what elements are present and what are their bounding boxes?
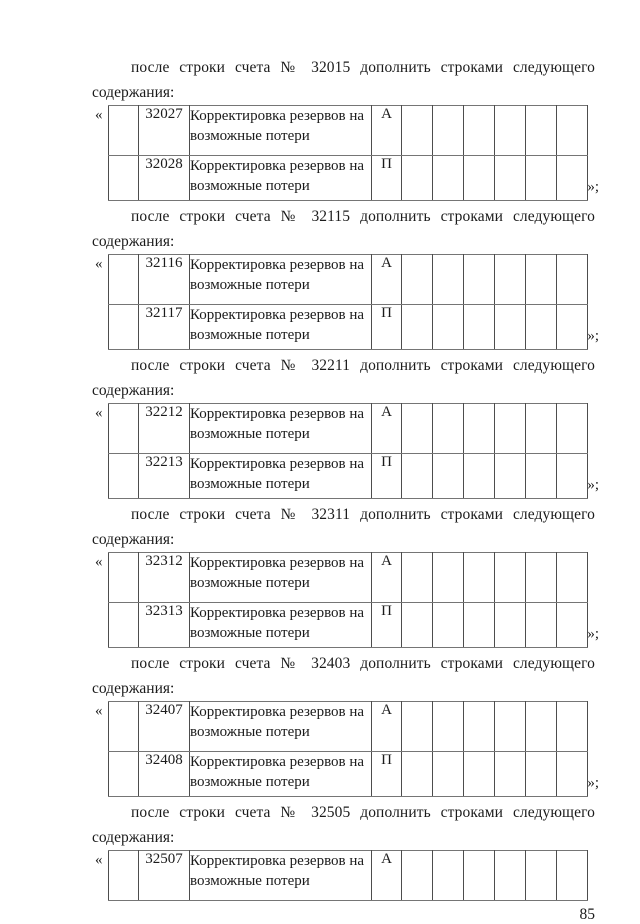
empty-cell (433, 156, 464, 201)
amendment-block (92, 204, 599, 350)
amendment-block (92, 353, 599, 499)
contents-line: содержания: (92, 531, 175, 548)
amendment-block (92, 502, 599, 648)
open-quote-mark: « (95, 107, 103, 123)
account-number-cell: 32408 (139, 752, 190, 797)
empty-cell (495, 851, 526, 901)
table-row (109, 305, 588, 350)
amendment-block (92, 55, 599, 201)
account-name-line: Корректировка резервов на (190, 456, 365, 472)
account-name-cell (190, 752, 372, 797)
empty-cell (526, 851, 557, 901)
account-name-line: Корректировка резервов на (190, 257, 365, 273)
empty-cell (109, 603, 139, 648)
empty-cell (109, 553, 139, 603)
contents-line: содержания: (92, 233, 175, 250)
account-name-line: Корректировка резервов на (190, 853, 365, 869)
empty-cell (402, 106, 433, 156)
account-attr-cell: А (372, 404, 402, 454)
account-name-line: Корректировка резервов на (190, 307, 365, 323)
table-row (109, 603, 588, 648)
intro-line: после строки счета № 32505 дополнить строками следующего (131, 804, 595, 821)
contents-line: содержания: (92, 680, 175, 697)
empty-cell (433, 454, 464, 499)
contents-line: содержания: (92, 382, 175, 399)
contents-line: содержания: (92, 829, 175, 846)
empty-cell (402, 404, 433, 454)
close-quote-mark: »; (587, 328, 599, 344)
account-attr-cell: А (372, 553, 402, 603)
empty-cell (402, 553, 433, 603)
account-number-cell: 32507 (139, 851, 190, 901)
table-row (109, 454, 588, 499)
close-quote-mark: »; (587, 477, 599, 493)
open-quote-mark: « (95, 852, 103, 868)
account-attr-cell: П (372, 752, 402, 797)
account-name-line: Корректировка резервов на (190, 704, 365, 720)
empty-cell (495, 752, 526, 797)
account-name-line: Корректировка резервов на (190, 406, 365, 422)
intro-line: после строки счета № 32015 дополнить строками следующего (131, 59, 595, 76)
amendment-block (92, 651, 599, 797)
empty-cell (495, 553, 526, 603)
close-quote-mark: »; (587, 626, 599, 642)
empty-cell (109, 404, 139, 454)
account-name-cell (190, 702, 372, 752)
close-quote-mark: »; (587, 775, 599, 791)
account-name-line: Корректировка резервов на (190, 108, 365, 124)
accounts-table (108, 552, 588, 648)
open-quote-mark: « (95, 256, 103, 272)
account-attr-cell: А (372, 255, 402, 305)
account-number-cell: 32212 (139, 404, 190, 454)
intro-line: после строки счета № 32115 дополнить строками следующего (131, 208, 595, 225)
empty-cell (433, 603, 464, 648)
empty-cell (495, 404, 526, 454)
empty-cell (557, 156, 588, 201)
empty-cell (526, 553, 557, 603)
account-name-line: возможные потери (190, 128, 310, 144)
empty-cell (526, 156, 557, 201)
accounts-table (108, 254, 588, 350)
empty-cell (402, 454, 433, 499)
account-name-line: Корректировка резервов на (190, 605, 365, 621)
account-number-cell: 32117 (139, 305, 190, 350)
account-attr-cell: П (372, 305, 402, 350)
empty-cell (495, 603, 526, 648)
table-row (109, 106, 588, 156)
empty-cell (464, 454, 495, 499)
account-name-line: возможные потери (190, 724, 310, 740)
empty-cell (557, 255, 588, 305)
empty-cell (557, 553, 588, 603)
empty-cell (526, 454, 557, 499)
close-quote-mark: »; (587, 179, 599, 195)
empty-cell (109, 851, 139, 901)
empty-cell (433, 553, 464, 603)
empty-cell (557, 603, 588, 648)
account-name-line: возможные потери (190, 277, 310, 293)
account-name-line: возможные потери (190, 625, 310, 641)
empty-cell (464, 603, 495, 648)
account-attr-cell: А (372, 851, 402, 901)
empty-cell (526, 305, 557, 350)
empty-cell (526, 752, 557, 797)
account-attr-cell: П (372, 454, 402, 499)
empty-cell (464, 305, 495, 350)
table-wrap (95, 105, 599, 201)
empty-cell (109, 454, 139, 499)
account-attr-cell: А (372, 702, 402, 752)
empty-cell (526, 603, 557, 648)
account-number-cell: 32312 (139, 553, 190, 603)
account-attr-cell: П (372, 156, 402, 201)
empty-cell (495, 106, 526, 156)
empty-cell (464, 851, 495, 901)
table-row (109, 702, 588, 752)
intro-line: после строки счета № 32311 дополнить строками следующего (131, 506, 595, 523)
accounts-table (108, 403, 588, 499)
empty-cell (526, 702, 557, 752)
empty-cell (526, 106, 557, 156)
account-attr-cell: А (372, 106, 402, 156)
empty-cell (433, 255, 464, 305)
empty-cell (557, 106, 588, 156)
accounts-table (108, 105, 588, 201)
empty-cell (402, 255, 433, 305)
empty-cell (495, 454, 526, 499)
account-name-cell (190, 255, 372, 305)
account-name-cell (190, 454, 372, 499)
empty-cell (557, 454, 588, 499)
account-name-cell (190, 106, 372, 156)
empty-cell (433, 106, 464, 156)
accounts-table (108, 850, 588, 901)
empty-cell (433, 305, 464, 350)
empty-cell (433, 752, 464, 797)
account-name-cell (190, 305, 372, 350)
empty-cell (109, 255, 139, 305)
empty-cell (495, 255, 526, 305)
empty-cell (433, 702, 464, 752)
empty-cell (526, 255, 557, 305)
account-name-line: возможные потери (190, 327, 310, 343)
table-row (109, 255, 588, 305)
table-row (109, 553, 588, 603)
empty-cell (109, 156, 139, 201)
table-row (109, 752, 588, 797)
empty-cell (109, 305, 139, 350)
empty-cell (402, 752, 433, 797)
account-name-cell (190, 603, 372, 648)
account-number-cell: 32116 (139, 255, 190, 305)
empty-cell (402, 156, 433, 201)
empty-cell (402, 305, 433, 350)
account-name-line: возможные потери (190, 178, 310, 194)
account-name-cell (190, 404, 372, 454)
account-number-cell: 32213 (139, 454, 190, 499)
empty-cell (557, 702, 588, 752)
account-name-cell (190, 156, 372, 201)
empty-cell (557, 851, 588, 901)
empty-cell (464, 106, 495, 156)
account-name-line: Корректировка резервов на (190, 158, 365, 174)
empty-cell (557, 752, 588, 797)
account-number-cell: 32407 (139, 702, 190, 752)
account-name-line: Корректировка резервов на (190, 555, 365, 571)
page-number: 85 (579, 906, 595, 923)
table-wrap (95, 701, 599, 797)
empty-cell (495, 702, 526, 752)
account-name-cell (190, 851, 372, 901)
contents-line: содержания: (92, 84, 175, 101)
empty-cell (557, 404, 588, 454)
table-row (109, 156, 588, 201)
empty-cell (109, 106, 139, 156)
open-quote-mark: « (95, 703, 103, 719)
empty-cell (109, 702, 139, 752)
intro-line: после строки счета № 32403 дополнить строками следующего (131, 655, 595, 672)
table-row (109, 851, 588, 901)
open-quote-mark: « (95, 554, 103, 570)
account-name-line: Корректировка резервов на (190, 754, 365, 770)
empty-cell (109, 752, 139, 797)
account-attr-cell: П (372, 603, 402, 648)
empty-cell (433, 851, 464, 901)
empty-cell (495, 305, 526, 350)
accounts-table (108, 701, 588, 797)
account-name-line: возможные потери (190, 575, 310, 591)
account-name-cell (190, 553, 372, 603)
empty-cell (464, 752, 495, 797)
account-name-line: возможные потери (190, 873, 310, 889)
table-wrap (95, 552, 599, 648)
empty-cell (526, 404, 557, 454)
table-wrap (95, 850, 577, 901)
empty-cell (464, 702, 495, 752)
amendment-block (92, 800, 595, 901)
table-wrap (95, 403, 599, 499)
empty-cell (464, 255, 495, 305)
empty-cell (402, 702, 433, 752)
empty-cell (402, 603, 433, 648)
empty-cell (464, 156, 495, 201)
empty-cell (464, 404, 495, 454)
account-number-cell: 32028 (139, 156, 190, 201)
account-name-line: возможные потери (190, 774, 310, 790)
empty-cell (433, 404, 464, 454)
account-number-cell: 32313 (139, 603, 190, 648)
empty-cell (402, 851, 433, 901)
account-name-line: возможные потери (190, 476, 310, 492)
account-name-line: возможные потери (190, 426, 310, 442)
intro-line: после строки счета № 32211 дополнить строками следующего (131, 357, 595, 374)
open-quote-mark: « (95, 405, 103, 421)
account-number-cell: 32027 (139, 106, 190, 156)
table-wrap (95, 254, 599, 350)
empty-cell (495, 156, 526, 201)
empty-cell (464, 553, 495, 603)
empty-cell (557, 305, 588, 350)
table-row (109, 404, 588, 454)
